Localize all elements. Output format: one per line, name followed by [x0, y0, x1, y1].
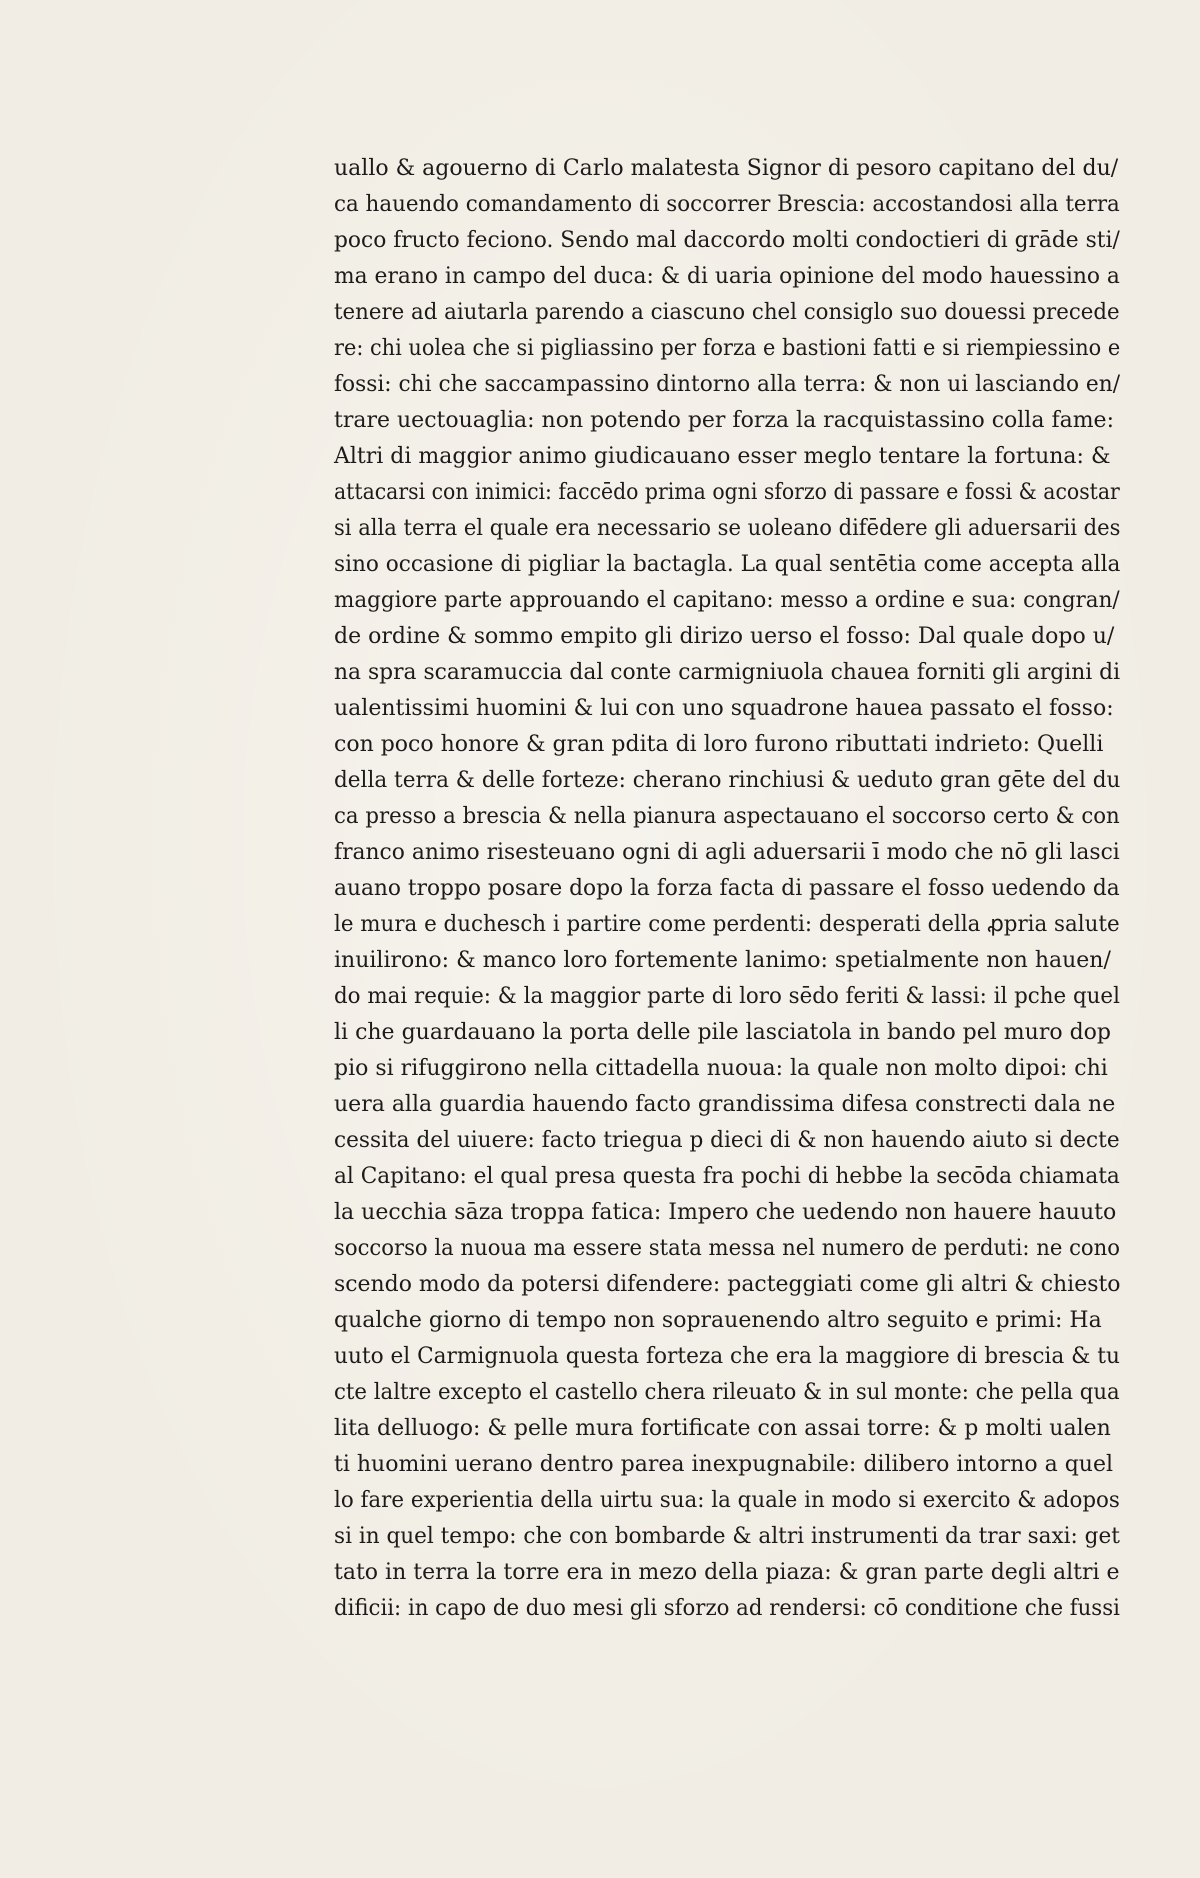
text-line: dificii: in capo de duo mesi gli sforzo ad rendersi: cō conditione che fussi [334, 1596, 1120, 1621]
text-line: Altri di maggior animo giudicauano esser meglo tentare la fortuna: & [334, 444, 1111, 469]
text-line: qualche giorno di tempo non soprauenendo altro seguito e primi: Ha [334, 1308, 1102, 1333]
text-line: ualentissimi huomini & lui con uno squadrone hauea passato el fosso: [334, 696, 1114, 721]
text-line: si in quel tempo: che con bombarde & altri instrumenti da trar saxi: get [334, 1524, 1120, 1549]
text-line: cte laltre excepto el castello chera rileuato & in sul monte: che pella qua [334, 1380, 1120, 1405]
text-line: ca presso a brescia & nella pianura aspectauano el soccorso certo & con [334, 804, 1120, 829]
text-line: ma erano in campo del duca: & di uaria opinione del modo hauessino a [334, 264, 1120, 289]
text-line: do mai requie: & la maggior parte di loro sēdo feriti & lassi: il pche quel [334, 984, 1120, 1009]
text-line: na spra scaramuccia dal conte carmigniuola chauea forniti gli argini di [334, 660, 1121, 685]
text-line: maggiore parte approuando el capitano: messo a ordine e sua: congran/ [334, 588, 1120, 613]
text-block [334, 151, 1120, 1627]
text-line: le mura e duchesch i partire come perdenti: desperati della ꝓpria salute [334, 912, 1120, 937]
text-line: sino occasione di pigliar la bactagla. La qual sentētia come accepta alla [334, 552, 1121, 577]
text-line: scendo modo da potersi difendere: pacteggiati come gli altri & chiesto [334, 1272, 1121, 1297]
text-line: auano troppo posare dopo la forza facta di passare el fosso uedendo da [334, 876, 1120, 901]
text-line: ca hauendo comandamento di soccorrer Brescia: accostandosi alla terra [334, 192, 1120, 217]
text-line: si alla terra el quale era necessario se uoleano difēdere gli aduersarii des [334, 516, 1121, 541]
text-line: ti huomini uerano dentro parea inexpugnabile: dilibero intorno a quel [334, 1452, 1114, 1477]
text-line: uera alla guardia hauendo facto grandissima difesa constrecti dala ne [334, 1092, 1116, 1117]
text-line: pio si rifuggirono nella cittadella nuoua: la quale non molto dipoi: chi [334, 1056, 1108, 1081]
text-line: lita delluogo: & pelle mura fortificate con assai torre: & p molti ualen [334, 1416, 1111, 1441]
text-line: li che guardauano la porta delle pile lasciatola in bando pel muro dop [334, 1020, 1112, 1045]
text-line: tato in terra la torre era in mezo della piaza: & gran parte degli altri e [334, 1560, 1120, 1585]
text-line: uallo & agouerno di Carlo malatesta Signor di pesoro capitano del du/ [334, 156, 1119, 181]
text-line: trare uectouaglia: non potendo per forza la racquistassino colla fame: [334, 408, 1114, 433]
text-line: poco fructo feciono. Sendo mal daccordo molti condoctieri di grāde sti/ [334, 228, 1120, 253]
text-line: franco animo risesteuano ogni di agli aduersarii ī modo che nō gli lasci [334, 840, 1120, 865]
text-line: con poco honore & gran pdita di loro furono ributtati indrieto: Quelli [334, 732, 1104, 757]
text-line: attacarsi con inimici: faccēdo prima ogni sforzo di passare e fossi & acostar [334, 480, 1120, 505]
text-line: soccorso la nuoua ma essere stata messa nel numero de perduti: ne cono [334, 1236, 1120, 1261]
text-line: cessita del uiuere: facto triegua p dieci di & non hauendo aiuto si decte [334, 1128, 1120, 1153]
text-line: della terra & delle forteze: cherano rinchiusi & ueduto gran gēte del du [334, 768, 1121, 793]
text-line: al Capitano: el qual presa questa fra pochi di hebbe la secōda chiamata [334, 1164, 1120, 1189]
text-line: inuilirono: & manco loro fortemente lanimo: spetialmente non hauen/ [334, 948, 1111, 973]
text-line: tenere ad aiutarla parendo a ciascuno chel consiglo suo douessi precede [334, 300, 1120, 325]
text-line: de ordine & sommo empito gli dirizo uerso el fosso: Dal quale dopo u/ [334, 624, 1115, 649]
text-line: re: chi uolea che si pigliassino per forza e bastioni fatti e si riempiessino e [334, 336, 1121, 361]
text-line: uuto el Carmignuola questa forteza che era la maggiore di brescia & tu [334, 1344, 1120, 1369]
text-line: fossi: chi che saccampassino dintorno alla terra: & non ui lasciando en/ [334, 372, 1121, 397]
text-line: lo fare experientia della uirtu sua: la quale in modo si exercito & adopos [334, 1488, 1120, 1513]
text-line: la uecchia sāza troppa fatica: Impero che uedendo non hauere hauuto [334, 1200, 1117, 1225]
